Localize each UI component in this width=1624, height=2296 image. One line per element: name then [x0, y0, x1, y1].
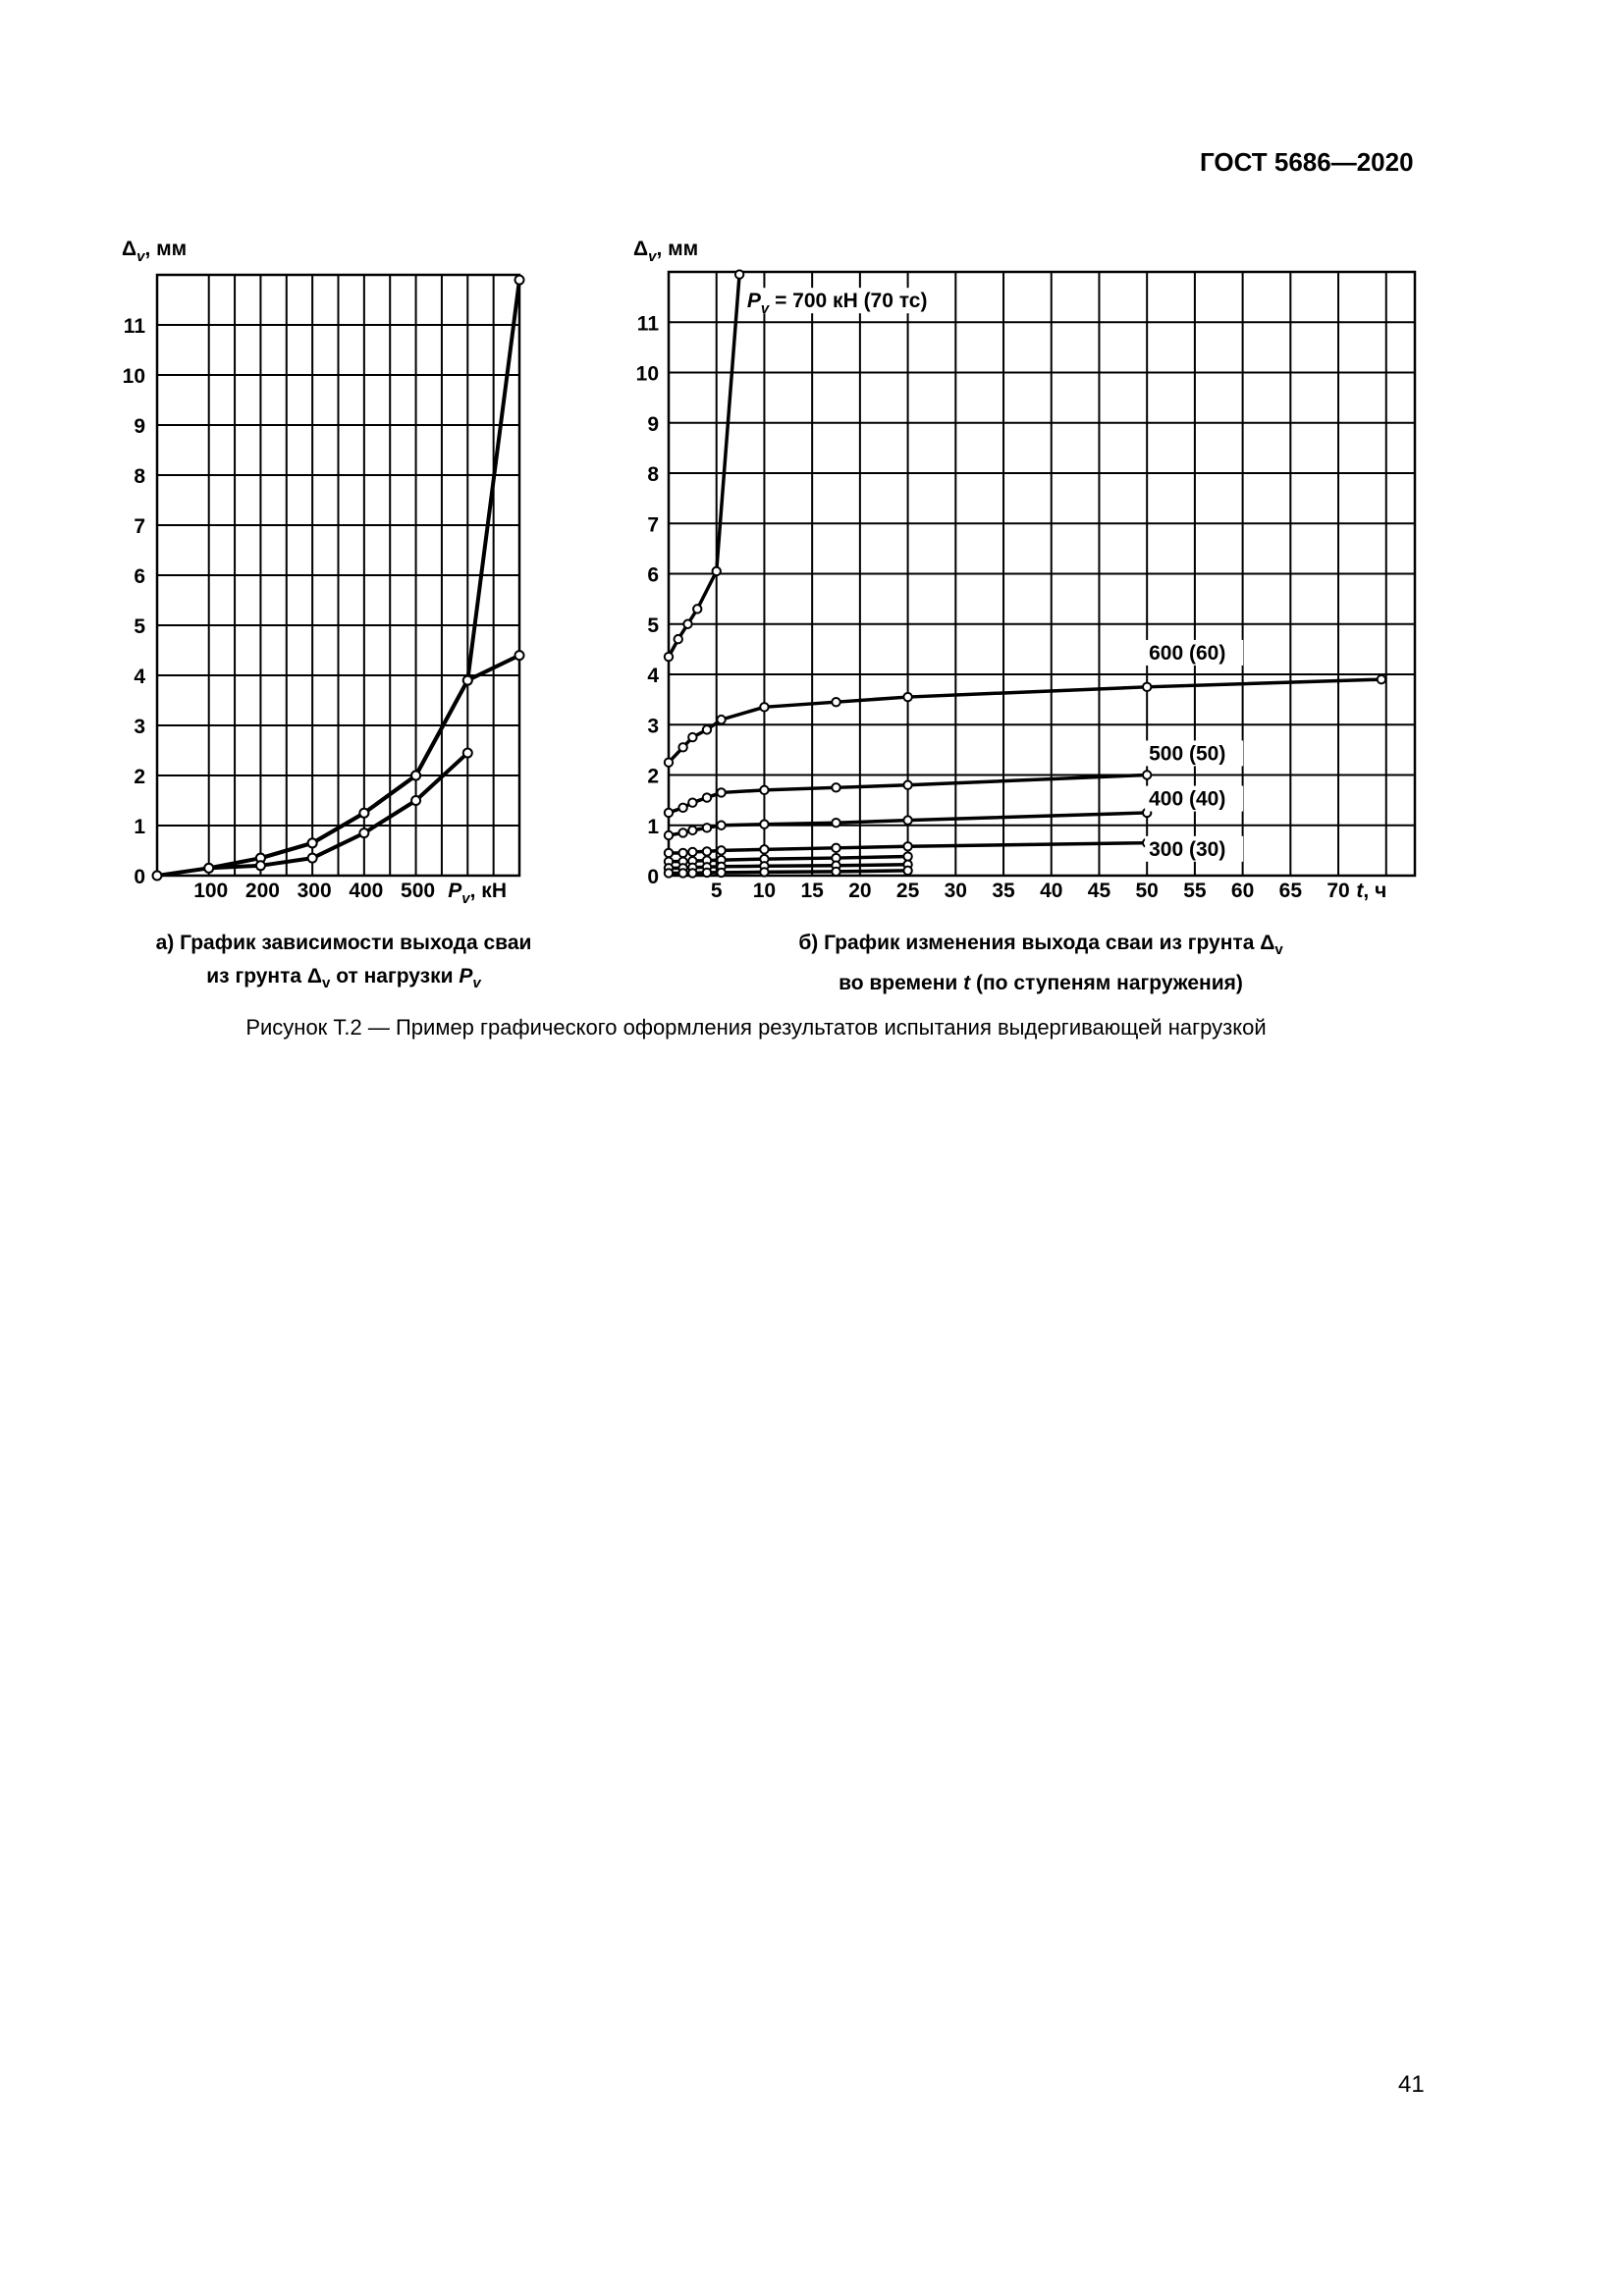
- chart-a-point: [515, 276, 524, 285]
- chart-b-x-tick-label: 70: [1326, 880, 1350, 902]
- chart-b-x-tick-label: 50: [1135, 880, 1159, 902]
- chart-a-y-tick-label: 2: [134, 766, 145, 788]
- chart-a-x-tick-label: 300: [297, 880, 332, 902]
- figure-title: Рисунок Т.2 — Пример графического оформления результатов испытания выдергивающей нагрузкой: [245, 1015, 1267, 1040]
- caption-b-line2: во времени t (по ступеням нагружения): [839, 972, 1243, 995]
- caption-a-line1: а) График зависимости выхода сваи: [155, 932, 532, 954]
- chart-b-x-tick-label: 10: [752, 880, 777, 902]
- chart-a-point: [308, 854, 317, 863]
- caption-b-line1: б) График изменения выхода сваи из грунта $\Delta_v$: [798, 932, 1283, 959]
- chart-b-point: [903, 867, 911, 875]
- chart-b-y-tick-label: 11: [636, 312, 659, 336]
- chart-a-y-tick-label: 8: [134, 465, 145, 488]
- page-number: 41: [1398, 2071, 1425, 2098]
- chart-b-point: [903, 842, 911, 850]
- chart-b-point: [703, 793, 711, 801]
- chart-b-point: [760, 845, 768, 853]
- chart-b-point: [688, 869, 696, 877]
- chart-b-point: [688, 827, 696, 834]
- chart-a-y-tick-label: 6: [134, 565, 145, 588]
- chart-b-point: [903, 693, 911, 701]
- chart-a-x-tick-label: 500: [401, 880, 436, 902]
- chart-a-y-tick-label: 4: [134, 666, 145, 688]
- chart-b-point: [760, 786, 768, 794]
- chart-b-series-label-300: 300 (30): [1149, 837, 1226, 861]
- chart-a-y-tick-label: 3: [134, 716, 145, 738]
- chart-b-y-tick-label: 2: [647, 765, 659, 788]
- chart-a-point: [308, 838, 317, 847]
- chart-b-point: [735, 270, 743, 278]
- chart-b-y-tick-label: 0: [647, 866, 659, 888]
- chart-b-point: [688, 848, 696, 856]
- chart-b-point: [1143, 771, 1151, 778]
- chart-a-point: [204, 864, 213, 873]
- chart-b-point: [903, 816, 911, 824]
- chart-b-y-tick-label: 8: [647, 463, 659, 486]
- chart-a-y-tick-label: 5: [134, 615, 145, 638]
- chart-a-x-axis-label: $P_v$, кН: [448, 880, 508, 907]
- chart-b-point: [760, 703, 768, 711]
- chart-a-point: [359, 809, 368, 818]
- chart-b-y-tick-label: 10: [635, 362, 659, 386]
- caption-b: [648, 927, 1434, 1000]
- chart-b-x-tick-label: 40: [1040, 880, 1063, 902]
- chart-a-y-tick-label: 11: [123, 315, 145, 338]
- chart-b-point: [703, 847, 711, 855]
- chart-b-x-tick-label: 35: [992, 880, 1015, 902]
- chart-b-point: [717, 846, 725, 854]
- chart-b-series-label-600: 600 (60): [1149, 641, 1226, 665]
- chart-b-x-tick-label: 5: [710, 880, 723, 902]
- chart-b-y-tick-label: 7: [647, 513, 659, 537]
- chart-b-point: [678, 849, 686, 857]
- chart-b-x-axis-label: t, ч: [1356, 880, 1387, 902]
- chart-b-x-tick-label: 15: [800, 880, 824, 902]
- chart-b-point: [760, 868, 768, 876]
- chart-a-x-tick-label: 200: [244, 880, 280, 902]
- chart-b-point: [832, 868, 839, 876]
- document-code: ГОСТ 5686—2020: [1200, 147, 1414, 177]
- chart-b-y-tick-label: 4: [647, 665, 659, 687]
- chart-b-point: [665, 849, 673, 857]
- chart-b-point: [665, 653, 673, 661]
- chart-b-y-tick-label: 3: [647, 715, 659, 738]
- chart-b-point: [832, 698, 839, 706]
- chart-b-point: [665, 758, 673, 766]
- chart-a-point: [153, 872, 162, 881]
- chart-b-series-line: [669, 275, 739, 658]
- chart-b-point: [717, 788, 725, 796]
- chart-b-x-tick-label: 30: [944, 880, 967, 902]
- chart-b-point: [1143, 683, 1151, 691]
- chart-b-point: [717, 822, 725, 829]
- caption-a-line2: из грунта $\Delta_v$ от нагрузки $P_v$: [206, 965, 481, 992]
- chart-b-point: [713, 567, 721, 575]
- chart-b-point: [832, 844, 839, 852]
- chart-b-point: [1378, 675, 1385, 683]
- chart-b-x-tick-label: 25: [895, 880, 920, 902]
- chart-a-point: [463, 749, 472, 758]
- chart-a-x-tick-label: 100: [193, 880, 229, 902]
- chart-a-x-tick-label: 400: [349, 880, 384, 902]
- chart-b-series-label-400: 400 (40): [1149, 787, 1226, 811]
- chart-b-x-tick-label: 65: [1278, 880, 1303, 902]
- chart-b-y-tick-label: 6: [647, 563, 659, 587]
- chart-a-y-tick-label: 1: [134, 816, 145, 838]
- chart-a-point: [411, 772, 420, 780]
- chart-b-point: [760, 821, 768, 828]
- chart-b-y-axis-label: $\Delta_v$, мм: [633, 238, 699, 265]
- chart-b-point: [832, 783, 839, 791]
- chart-b-point: [665, 809, 673, 817]
- chart-b-grid: [669, 272, 1415, 876]
- figure-charts: [0, 0, 1624, 923]
- chart-b-point: [832, 819, 839, 827]
- chart-a-grid: [157, 275, 519, 876]
- chart-a-y-axis-label: $\Delta_v$, мм: [122, 238, 188, 265]
- chart-b-y-tick-label: 5: [647, 614, 659, 637]
- chart-a-point: [411, 796, 420, 805]
- chart-a-y-tick-label: 10: [122, 365, 145, 388]
- chart-b-point: [678, 869, 686, 877]
- chart-b-point: [903, 781, 911, 789]
- chart-b-x-tick-label: 60: [1230, 880, 1255, 902]
- chart-b-point: [678, 804, 686, 812]
- chart-b-point: [703, 824, 711, 831]
- chart-a-point: [359, 828, 368, 837]
- chart-b-point: [903, 852, 911, 860]
- chart-a-y-tick-label: 0: [134, 866, 145, 888]
- chart-b-point: [703, 725, 711, 733]
- chart-a-point: [256, 861, 265, 870]
- chart-b-series-line: [669, 679, 1381, 766]
- chart-b-point: [717, 716, 725, 723]
- chart-a-y-tick-label: 7: [134, 515, 145, 538]
- chart-b-point: [665, 869, 673, 877]
- chart-b-x-tick-label: 45: [1087, 880, 1111, 902]
- chart-b-point: [675, 635, 682, 643]
- caption-a: [79, 927, 609, 1000]
- chart-b-point: [693, 605, 701, 613]
- chart-b-x-tick-label: 55: [1183, 880, 1207, 902]
- chart-b-point: [678, 743, 686, 751]
- chart-b-y-tick-label: 9: [647, 412, 659, 436]
- chart-a-point: [463, 676, 472, 685]
- chart-b-point: [717, 869, 725, 877]
- chart-b-point: [703, 869, 711, 877]
- chart-b-series-label-500: 500 (50): [1149, 742, 1226, 766]
- chart-b-point: [678, 828, 686, 836]
- chart-b-point: [665, 831, 673, 839]
- chart-b-y-tick-label: 1: [647, 815, 659, 838]
- chart-b-point: [688, 733, 696, 741]
- chart-b-point: [688, 798, 696, 806]
- chart-b-point: [683, 620, 691, 628]
- chart-b-series-label-700: $P_v = 700$ кН (70 тс): [746, 290, 928, 318]
- chart-b-x-tick-label: 20: [848, 880, 872, 902]
- chart-a-y-tick-label: 9: [134, 415, 145, 438]
- chart-a-point: [515, 651, 524, 660]
